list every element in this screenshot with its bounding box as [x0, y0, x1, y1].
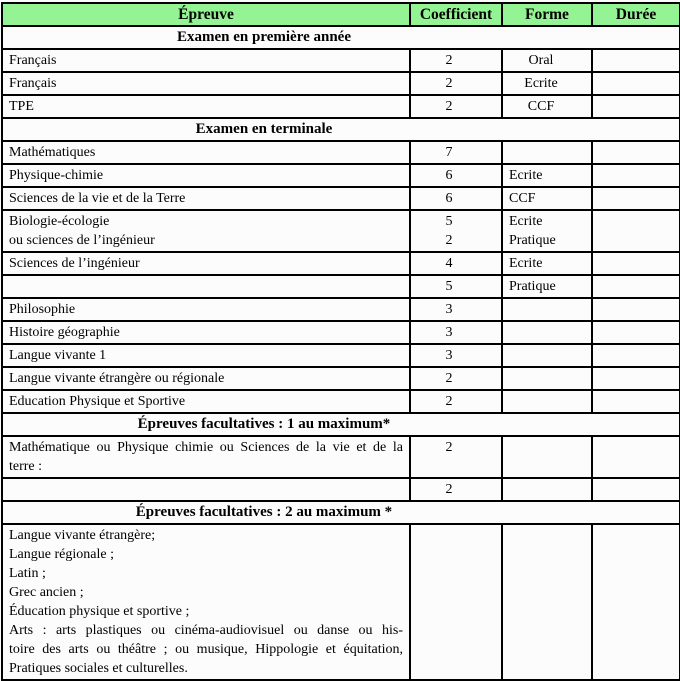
- col-header-coefficient: Coefficient: [410, 3, 502, 26]
- cell-epreuve: TPE: [2, 95, 410, 118]
- table-row: [2, 95, 680, 118]
- cell-coefficient: 4: [410, 252, 502, 275]
- section-row-facultatives-2: [2, 501, 680, 524]
- cell-line: Mathématique ou Physique chimie ou Sciences de la vie et de la: [9, 440, 403, 455]
- table-row: [2, 478, 680, 501]
- cell-duree: [592, 524, 680, 680]
- section-row-facultatives-1: [2, 413, 680, 436]
- table-row: [2, 164, 680, 187]
- table-header-row: [2, 3, 680, 26]
- cell-duree: [592, 436, 680, 478]
- cell-forme: Ecrite: [502, 252, 592, 275]
- cell-line: ou sciences de l’ingénieur: [9, 233, 155, 248]
- section-row-premiere: [2, 26, 680, 49]
- table-row: [2, 344, 680, 367]
- cell-line: toire des arts ou théâtre ; ou musique, Hippologie et équitation,: [9, 642, 403, 657]
- cell-duree: [592, 298, 680, 321]
- cell-duree: [592, 321, 680, 344]
- cell-line: 2: [445, 233, 453, 248]
- cell-line: Biologie-écologie: [9, 214, 110, 229]
- table-row: [2, 367, 680, 390]
- table-row: [2, 187, 680, 210]
- col-header-epreuve: Épreuve: [2, 3, 410, 26]
- table-row: [2, 252, 680, 275]
- cell-forme: [502, 478, 592, 501]
- cell-duree: [592, 478, 680, 501]
- cell-duree: [592, 344, 680, 367]
- cell-coefficient: 2: [410, 478, 502, 501]
- col-header-duree: Durée: [592, 3, 680, 26]
- cell-line: Grec ancien ;: [9, 585, 84, 600]
- cell-epreuve: [2, 478, 410, 501]
- cell-forme: [502, 436, 592, 478]
- table-row: [2, 321, 680, 344]
- cell-forme: [502, 298, 592, 321]
- cell-coefficient: 3: [410, 344, 502, 367]
- cell-epreuve: [2, 210, 410, 252]
- exam-table: [1, 2, 680, 681]
- cell-coefficient: [410, 524, 502, 680]
- cell-coefficient: 3: [410, 321, 502, 344]
- cell-duree: [592, 367, 680, 390]
- cell-line: Éducation physique et sportive ;: [9, 604, 190, 619]
- cell-epreuve: Philosophie: [2, 298, 410, 321]
- cell-forme: [502, 367, 592, 390]
- cell-line: Ecrite: [509, 214, 543, 229]
- cell-forme: CCF: [502, 187, 592, 210]
- cell-forme: [502, 321, 592, 344]
- table-row: [2, 436, 680, 478]
- table-row: [2, 49, 680, 72]
- cell-line: Langue régionale ;: [9, 547, 114, 562]
- cell-epreuve: Français: [2, 72, 410, 95]
- cell-epreuve: Sciences de l’ingénieur: [2, 252, 410, 275]
- cell-line: Latin ;: [9, 566, 46, 581]
- table-row: [2, 141, 680, 164]
- section-title-facultatives-1: Épreuves facultatives : 1 au maximum*: [2, 413, 680, 436]
- cell-duree: [592, 210, 680, 252]
- cell-epreuve: [2, 436, 410, 478]
- cell-line: Pratiques sociales et culturelles.: [9, 661, 188, 676]
- cell-duree: [592, 72, 680, 95]
- table-row: [2, 72, 680, 95]
- cell-forme: Ecrite: [502, 72, 592, 95]
- cell-coefficient: 5: [410, 275, 502, 298]
- cell-forme: Pratique: [502, 275, 592, 298]
- table-row: [2, 210, 680, 252]
- cell-line: 5: [445, 214, 453, 229]
- cell-coefficient: [410, 210, 502, 252]
- cell-epreuve: Sciences de la vie et de la Terre: [2, 187, 410, 210]
- section-row-terminale: [2, 118, 680, 141]
- cell-coefficient: 6: [410, 164, 502, 187]
- cell-coefficient: 2: [410, 95, 502, 118]
- cell-epreuve: Physique-chimie: [2, 164, 410, 187]
- cell-forme: [502, 210, 592, 252]
- cell-duree: [592, 95, 680, 118]
- cell-epreuve: Français: [2, 49, 410, 72]
- cell-forme: Ecrite: [502, 164, 592, 187]
- cell-epreuve: [2, 524, 410, 680]
- section-title-terminale: Examen en terminale: [2, 118, 680, 141]
- cell-line: Arts : arts plastiques ou cinéma-audiovisuel ou danse ou his-: [9, 623, 403, 638]
- cell-epreuve: Langue vivante 1: [2, 344, 410, 367]
- cell-duree: [592, 164, 680, 187]
- cell-coefficient: 2: [410, 72, 502, 95]
- cell-forme: [502, 390, 592, 413]
- cell-epreuve: Education Physique et Sportive: [2, 390, 410, 413]
- cell-epreuve: Histoire géographie: [2, 321, 410, 344]
- cell-duree: [592, 187, 680, 210]
- cell-coefficient: 2: [410, 49, 502, 72]
- table-row: [2, 524, 680, 680]
- cell-forme: Oral: [502, 49, 592, 72]
- section-title-premiere: Examen en première année: [2, 26, 680, 49]
- col-header-forme: Forme: [502, 3, 592, 26]
- cell-line: Langue vivante étrangère;: [9, 528, 156, 543]
- cell-epreuve: Langue vivante étrangère ou régionale: [2, 367, 410, 390]
- cell-forme: [502, 344, 592, 367]
- cell-coefficient: 2: [410, 436, 502, 478]
- table-row: [2, 275, 680, 298]
- cell-duree: [592, 275, 680, 298]
- cell-coefficient: 2: [410, 367, 502, 390]
- cell-duree: [592, 252, 680, 275]
- cell-forme: CCF: [502, 95, 592, 118]
- table-row: [2, 298, 680, 321]
- cell-duree: [592, 390, 680, 413]
- cell-coefficient: 7: [410, 141, 502, 164]
- cell-duree: [592, 49, 680, 72]
- cell-forme: [502, 141, 592, 164]
- cell-forme: [502, 524, 592, 680]
- section-title-facultatives-2: Épreuves facultatives : 2 au maximum *: [2, 501, 680, 524]
- cell-epreuve: Mathématiques: [2, 141, 410, 164]
- table-row: [2, 390, 680, 413]
- cell-coefficient: 3: [410, 298, 502, 321]
- cell-line: terre :: [9, 459, 43, 474]
- cell-epreuve: [2, 275, 410, 298]
- cell-coefficient: 6: [410, 187, 502, 210]
- cell-duree: [592, 141, 680, 164]
- cell-line: Pratique: [509, 233, 556, 248]
- cell-coefficient: 2: [410, 390, 502, 413]
